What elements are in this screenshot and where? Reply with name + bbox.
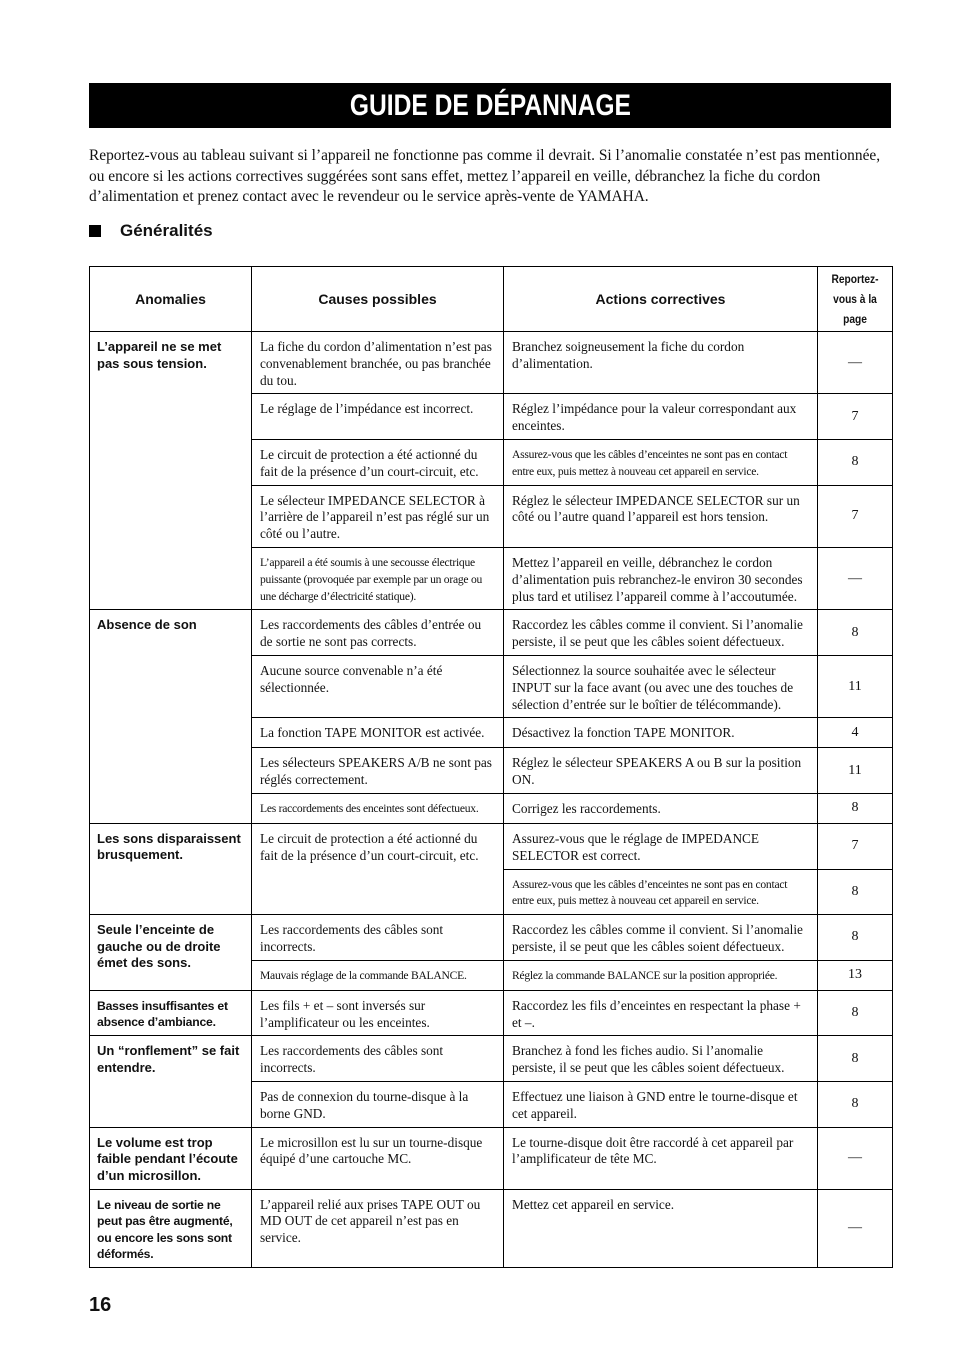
cause-cell: Le circuit de protection a été actionné du fait de la présence d’un court-circuit, etc. <box>252 823 504 914</box>
action-cell: Réglez l’impédance pour la valeur correspondant aux enceintes. <box>504 394 818 440</box>
page-ref-cell: — <box>818 1127 893 1189</box>
action-cell: Corrigez les raccordements. <box>504 793 818 823</box>
action-cell: Effectuez une liaison à GND entre le tourne-disque et cet appareil. <box>504 1081 818 1127</box>
page-ref-cell: — <box>818 547 893 609</box>
page-ref-cell: 7 <box>818 823 893 869</box>
action-cell: Mettez cet appareil en service. <box>504 1189 818 1267</box>
header-actions: Actions correctives <box>504 267 818 332</box>
cause-cell: Les sélecteurs SPEAKERS A/B ne sont pas réglés correctement. <box>252 748 504 794</box>
action-cell: Branchez soigneusement la fiche du cordon d’alimentation. <box>504 332 818 394</box>
troubleshooting-table <box>89 266 893 1268</box>
table-header-row <box>90 267 893 332</box>
header-anomalies: Anomalies <box>90 267 252 332</box>
page-ref-cell: 8 <box>818 990 893 1036</box>
header-page <box>818 267 893 332</box>
anomaly-cell: L’appareil ne se met pas sous tension. <box>90 332 252 610</box>
page-ref-cell: 8 <box>818 610 893 656</box>
action-cell: Raccordez les câbles comme il convient. Si l’anomalie persiste, il se peut que les câbles soient défectueux. <box>504 610 818 656</box>
table-row <box>90 332 893 394</box>
anomaly-cell: Les sons disparaissent brusquement. <box>90 823 252 914</box>
page-ref-cell: 8 <box>818 869 893 915</box>
section-heading <box>89 220 213 242</box>
cause-cell: Les raccordements des câbles sont incorrects. <box>252 1036 504 1082</box>
cause-cell: Les raccordements des câbles sont incorrects. <box>252 915 504 961</box>
action-cell: Assurez-vous que le réglage de IMPEDANCE SELECTOR est correct. <box>504 823 818 869</box>
anomaly-cell: Basses insuffisantes et absence d’ambiance. <box>90 990 252 1036</box>
action-cell: Le tourne-disque doit être raccordé à cet appareil par l’amplificateur de tête MC. <box>504 1127 818 1189</box>
anomaly-cell: Le volume est trop faible pendant l’écoute d’un microsillon. <box>90 1127 252 1189</box>
action-cell: Raccordez les fils d’enceintes en respectant la phase + et –. <box>504 990 818 1036</box>
page-ref-cell: 8 <box>818 793 893 823</box>
action-cell: Sélectionnez la source souhaitée avec le sélecteur INPUT sur la face avant (ou avec une des touches de sélection d’entrée sur le boîtier de télécommande). <box>504 655 818 717</box>
title-bar <box>89 83 891 128</box>
action-cell: Désactivez la fonction TAPE MONITOR. <box>504 718 818 748</box>
page-ref-cell: — <box>818 332 893 394</box>
table-row <box>90 1036 893 1082</box>
page-ref-cell: 8 <box>818 439 893 485</box>
table-row <box>90 990 893 1036</box>
cause-cell: Les raccordements des enceintes sont défectueux. <box>252 793 504 823</box>
intro-paragraph: Reportez-vous au tableau suivant si l’appareil ne fonctionne pas comme il devrait. Si l’anomalie constatée n’est pas mentionnée, ou encore si les actions correctives suggérées sont sans effet, mettez l’appareil en veille, débranchez la fiche du cordon d’alimentation et prenez contact avec le revendeur ou le service après-vente de YAMAHA. <box>89 147 881 205</box>
square-bullet-icon <box>89 225 101 237</box>
cause-cell: L’appareil relié aux prises TAPE OUT ou MD OUT de cet appareil n’est pas en service. <box>252 1189 504 1267</box>
section-title: Généralités <box>120 221 213 240</box>
table-row <box>90 610 893 656</box>
cause-cell: Le microsillon est lu sur un tourne-disque équipé d’une cartouche MC. <box>252 1127 504 1189</box>
table-row <box>90 915 893 961</box>
cause-cell: L’appareil a été soumis à une secousse électrique puissante (provoquée par exemple par un orage ou une décharge d’électricité statique). <box>252 547 504 609</box>
header-page-label: Reportez-vous à la page <box>831 272 879 326</box>
cause-cell: La fonction TAPE MONITOR est activée. <box>252 718 504 748</box>
page-ref-cell: — <box>818 1189 893 1267</box>
table-row <box>90 1127 893 1189</box>
page-ref-cell: 8 <box>818 1081 893 1127</box>
cause-cell: Mauvais réglage de la commande BALANCE. <box>252 960 504 990</box>
action-cell: Mettez l’appareil en veille, débranchez le cordon d’alimentation puis rebranchez-le environ 30 secondes plus tard et utilisez l’appareil comme à l’accoutumée. <box>504 547 818 609</box>
anomaly-cell: Seule l’enceinte de gauche ou de droite émet des sons. <box>90 915 252 991</box>
action-cell: Branchez à fond les fiches audio. Si l’anomalie persiste, il se peut que les câbles soient défectueux. <box>504 1036 818 1082</box>
table-row <box>90 823 893 869</box>
action-cell: Raccordez les câbles comme il convient. Si l’anomalie persiste, il se peut que les câbles soient défectueux. <box>504 915 818 961</box>
action-cell: Réglez le sélecteur SPEAKERS A ou B sur la position ON. <box>504 748 818 794</box>
cause-cell: Les raccordements des câbles d’entrée ou de sortie ne sont pas corrects. <box>252 610 504 656</box>
header-causes: Causes possibles <box>252 267 504 332</box>
action-cell: Assurez-vous que les câbles d’enceintes ne sont pas en contact entre eux, puis mettez à nouveau cet appareil en service. <box>504 869 818 915</box>
anomaly-cell: Un “ronflement” se fait entendre. <box>90 1036 252 1127</box>
page-ref-cell: 4 <box>818 718 893 748</box>
action-cell: Réglez la commande BALANCE sur la position appropriée. <box>504 960 818 990</box>
table-row <box>90 1189 893 1267</box>
page-ref-cell: 11 <box>818 655 893 717</box>
anomaly-cell: Le niveau de sortie ne peut pas être augmenté, ou encore les sons sont déformés. <box>90 1189 252 1267</box>
page-ref-cell: 7 <box>818 394 893 440</box>
cause-cell: Le sélecteur IMPEDANCE SELECTOR à l’arrière de l’appareil n’est pas réglé sur un côté ou l’autre. <box>252 485 504 547</box>
page-ref-cell: 13 <box>818 960 893 990</box>
page-title: GUIDE DE DÉPANNAGE <box>349 88 631 122</box>
page-ref-cell: 7 <box>818 485 893 547</box>
page-ref-cell: 8 <box>818 915 893 961</box>
anomaly-cell: Absence de son <box>90 610 252 824</box>
cause-cell: Aucune source convenable n’a été sélectionnée. <box>252 655 504 717</box>
action-cell: Réglez le sélecteur IMPEDANCE SELECTOR sur un côté ou l’autre quand l’appareil est hors tension. <box>504 485 818 547</box>
page-number: 16 <box>89 1294 112 1316</box>
page-ref-cell: 8 <box>818 1036 893 1082</box>
cause-cell: Le circuit de protection a été actionné du fait de la présence d’un court-circuit, etc. <box>252 439 504 485</box>
action-cell: Assurez-vous que les câbles d’enceintes ne sont pas en contact entre eux, puis mettez à nouveau cet appareil en service. <box>504 439 818 485</box>
cause-cell: Les fils + et – sont inversés sur l’amplificateur ou les enceintes. <box>252 990 504 1036</box>
cause-cell: Pas de connexion du tourne-disque à la borne GND. <box>252 1081 504 1127</box>
cause-cell: Le réglage de l’impédance est incorrect. <box>252 394 504 440</box>
cause-cell: La fiche du cordon d’alimentation n’est pas convenablement branchée, ou pas branchée du tou. <box>252 332 504 394</box>
page-ref-cell: 11 <box>818 748 893 794</box>
